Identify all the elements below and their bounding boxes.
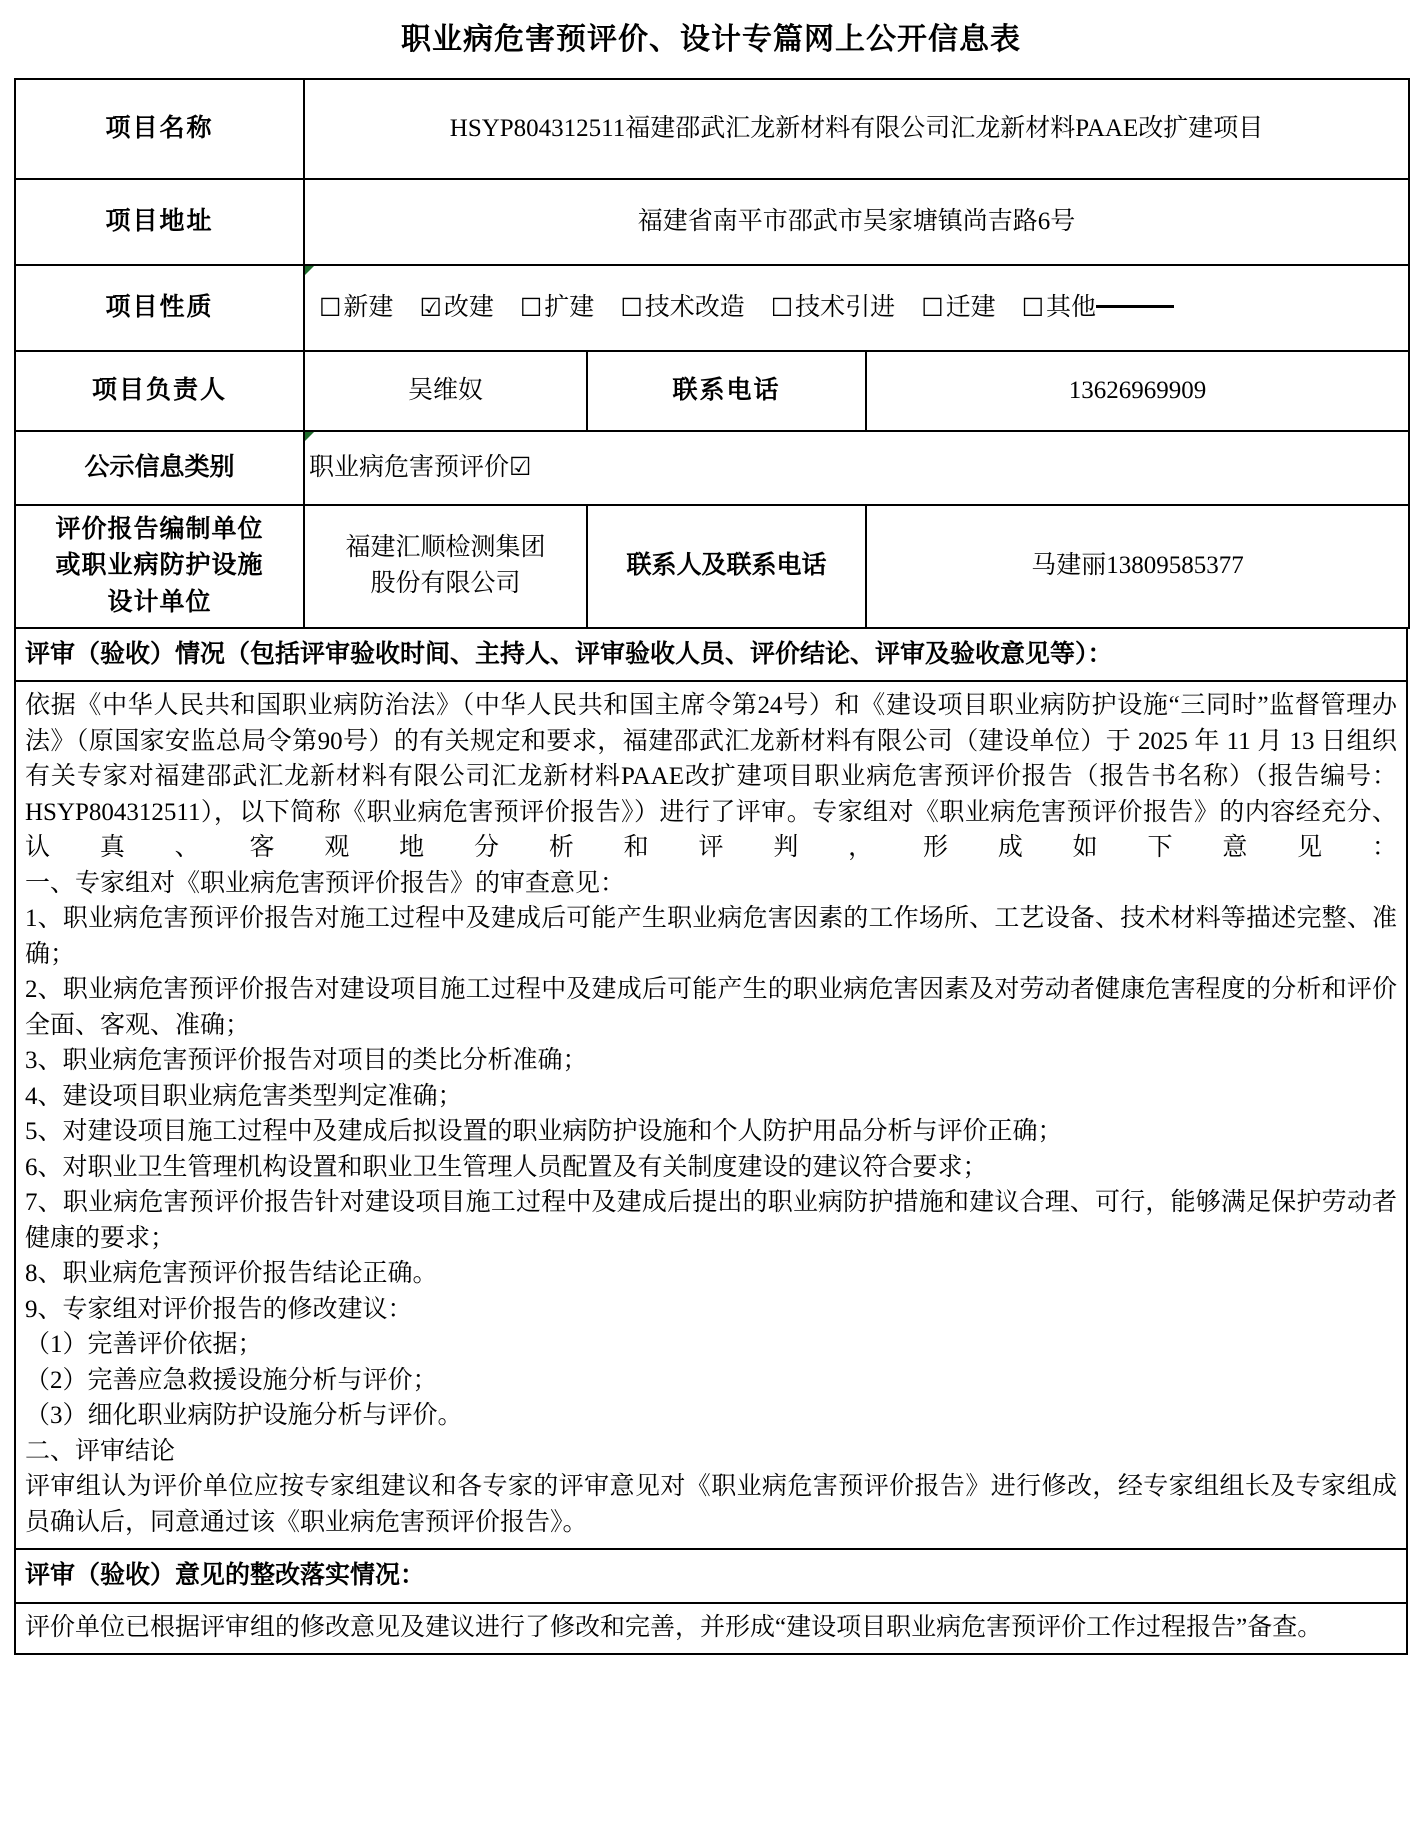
review-item-5: 5、对建设项目施工过程中及建成后拟设置的职业病防护设施和个人防护用品分析与评价正确；	[25, 1118, 1063, 1146]
publicity-category-label: 职业病危害预评价	[309, 453, 510, 481]
table-row-report-unit	[15, 505, 1409, 628]
value-project-nature	[304, 265, 1409, 351]
review-item-6: 6、对职业卫生管理机构设置和职业卫生管理人员配置及有关制度建设的建议符合要求；	[25, 1153, 988, 1181]
checkbox-label-expand: 扩建	[544, 293, 595, 321]
table-row-project-name	[15, 79, 1409, 179]
review-item-3: 3、职业病危害预评价报告对项目的类比分析准确；	[25, 1047, 588, 1075]
review-section-two-title: 二、评审结论	[25, 1437, 176, 1465]
checkbox-option-new[interactable]	[319, 290, 393, 326]
review-item-2: 2、职业病危害预评价报告对建设项目施工过程中及建成后可能产生的职业病危害因素及对劳动者健康危害程度的分析和评价全面、客观、准确；	[25, 976, 1397, 1039]
review-conclusion: 评审组认为评价单位应按专家组建议和各专家的评审意见对《职业病危害预评价报告》进行修改，经专家组组长及专家组成员确认后，同意通过该《职业病危害预评价报告》。	[25, 1473, 1397, 1536]
label-publicity-category: 公示信息类别	[15, 431, 304, 505]
review-sub-item-1: （1）完善评价依据；	[25, 1331, 263, 1359]
checkbox-option-relocate[interactable]	[921, 290, 995, 326]
label-project-address: 项目地址	[15, 179, 304, 265]
checkbox-label-tech-import: 技术引进	[795, 293, 896, 321]
checkbox-option-rebuild[interactable]	[419, 290, 493, 326]
table-row-publicity-category	[15, 431, 1409, 505]
label-contact-phone: 联系电话	[587, 351, 866, 431]
table-row-project-nature	[15, 265, 1409, 351]
rectification-section-heading	[14, 1550, 1408, 1604]
review-item-4: 4、建设项目职业病危害类型判定准确；	[25, 1082, 463, 1110]
rectification-body-text: 评价单位已根据评审组的修改意见及建议进行了修改和完善，并形成“建设项目职业病危害预评价工作过程报告”备查。	[25, 1613, 1323, 1641]
review-sub-item-2: （2）完善应急救援设施分析与评价；	[25, 1366, 438, 1394]
rectification-section-body	[14, 1604, 1408, 1656]
label-report-unit-line2: 或职业病防护设施	[55, 552, 264, 580]
value-report-unit	[304, 505, 587, 628]
checkbox-label-rebuild: 改建	[443, 293, 494, 321]
project-info-table	[14, 78, 1410, 629]
publicity-category-text	[309, 450, 531, 486]
table-row-leader-phone	[15, 351, 1409, 431]
checkbox-label-tech-reform: 技术改造	[644, 293, 745, 321]
label-project-name: 项目名称	[15, 79, 304, 179]
checkbox-icon-rebuild[interactable]: ☑	[419, 294, 442, 322]
checkbox-icon-tech-import[interactable]: ☐	[770, 294, 794, 322]
info-table-wrapper	[14, 78, 1408, 629]
checkbox-option-tech-reform[interactable]	[620, 290, 744, 326]
checkbox-option-other[interactable]	[1022, 290, 1174, 326]
table-row-project-address	[15, 179, 1409, 265]
value-report-unit-line1: 福建汇顺检测集团	[345, 534, 546, 562]
project-nature-options	[313, 290, 1400, 326]
review-section-body	[14, 682, 1408, 1550]
label-project-leader: 项目负责人	[15, 351, 304, 431]
value-contact-person: 马建丽13809585377	[866, 505, 1409, 628]
checkbox-icon-relocate[interactable]: ☐	[921, 294, 944, 322]
page-title: 职业病危害预评价、设计专篇网上公开信息表	[401, 23, 1021, 56]
checkbox-icon-publicity-category[interactable]: ☑	[509, 453, 532, 481]
value-project-address: 福建省南平市邵武市吴家塘镇尚吉路6号	[304, 179, 1409, 265]
value-project-leader: 吴维奴	[304, 351, 587, 431]
checkbox-label-other: 其他	[1046, 293, 1097, 321]
checkbox-option-expand[interactable]	[520, 290, 594, 326]
value-publicity-category	[304, 431, 1409, 505]
label-report-unit	[15, 505, 304, 628]
review-section-one-title: 一、专家组对《职业病危害预评价报告》的审查意见：	[25, 869, 626, 897]
review-item-9: 9、专家组对评价报告的修改建议：	[25, 1295, 413, 1323]
label-contact-person: 联系人及联系电话	[587, 505, 866, 628]
review-heading-text: 评审（验收）情况（包括评审验收时间、主持人、评审验收人员、评价结论、评审及验收意见等）：	[25, 640, 1113, 668]
value-project-name: HSYP804312511福建邵武汇龙新材料有限公司汇龙新材料PAAE改扩建项目	[304, 79, 1409, 179]
checkbox-icon-tech-reform[interactable]: ☐	[620, 294, 643, 322]
label-report-unit-line3: 设计单位	[107, 588, 212, 616]
review-section-heading	[14, 629, 1408, 683]
other-fill-line[interactable]	[1096, 304, 1174, 308]
checkbox-label-new: 新建	[343, 293, 394, 321]
review-paragraph-1: 依据《中华人民共和国职业病防治法》（中华人民共和国主席令第24号）和《建设项目职业病防护设施“三同时”监督管理办法》（原国家安监总局令第90号）的有关规定和要求，福建邵武汇龙新材料有限公司（建设单位）于 2025 年 11 月 13 日组织有关专家对福建邵武汇龙新材料有限公司汇龙新材料PAAE改扩建项目职业病危害预评价报告（报告书名称）（报告编号：HSYP804312511），以下简称《职业病危害预评价报告》）进行了评审。专家组对《职业病危害预评价报告》的内容经充分、认真、客观地分析和评判，形成如下意见：	[25, 692, 1397, 862]
review-item-8: 8、职业病危害预评价报告结论正确。	[25, 1260, 438, 1288]
review-item-1: 1、职业病危害预评价报告对施工过程中及建成后可能产生职业病危害因素的工作场所、工艺设备、技术材料等描述完整、准确；	[25, 905, 1397, 968]
comment-indicator-icon-2	[305, 432, 314, 441]
value-contact-phone: 13626969909	[866, 351, 1409, 431]
review-sub-item-3: （3）细化职业病防护设施分析与评价。	[25, 1402, 463, 1430]
label-report-unit-line1: 评价报告编制单位	[55, 516, 264, 543]
checkbox-icon-new[interactable]: ☐	[319, 294, 342, 322]
checkbox-icon-other[interactable]: ☐	[1021, 294, 1045, 322]
checkbox-icon-expand[interactable]: ☐	[519, 294, 543, 322]
checkbox-option-tech-import[interactable]	[771, 290, 895, 326]
rectification-heading-text: 评审（验收）意见的整改落实情况：	[25, 1562, 426, 1590]
comment-indicator-icon	[305, 266, 314, 275]
checkbox-label-relocate: 迁建	[945, 293, 996, 321]
label-project-nature: 项目性质	[15, 265, 304, 351]
value-report-unit-line2: 股份有限公司	[370, 570, 521, 598]
review-item-7: 7、职业病危害预评价报告针对建设项目施工过程中及建成后提出的职业病防护措施和建议合理、可行，能够满足保护劳动者健康的要求；	[25, 1189, 1397, 1252]
